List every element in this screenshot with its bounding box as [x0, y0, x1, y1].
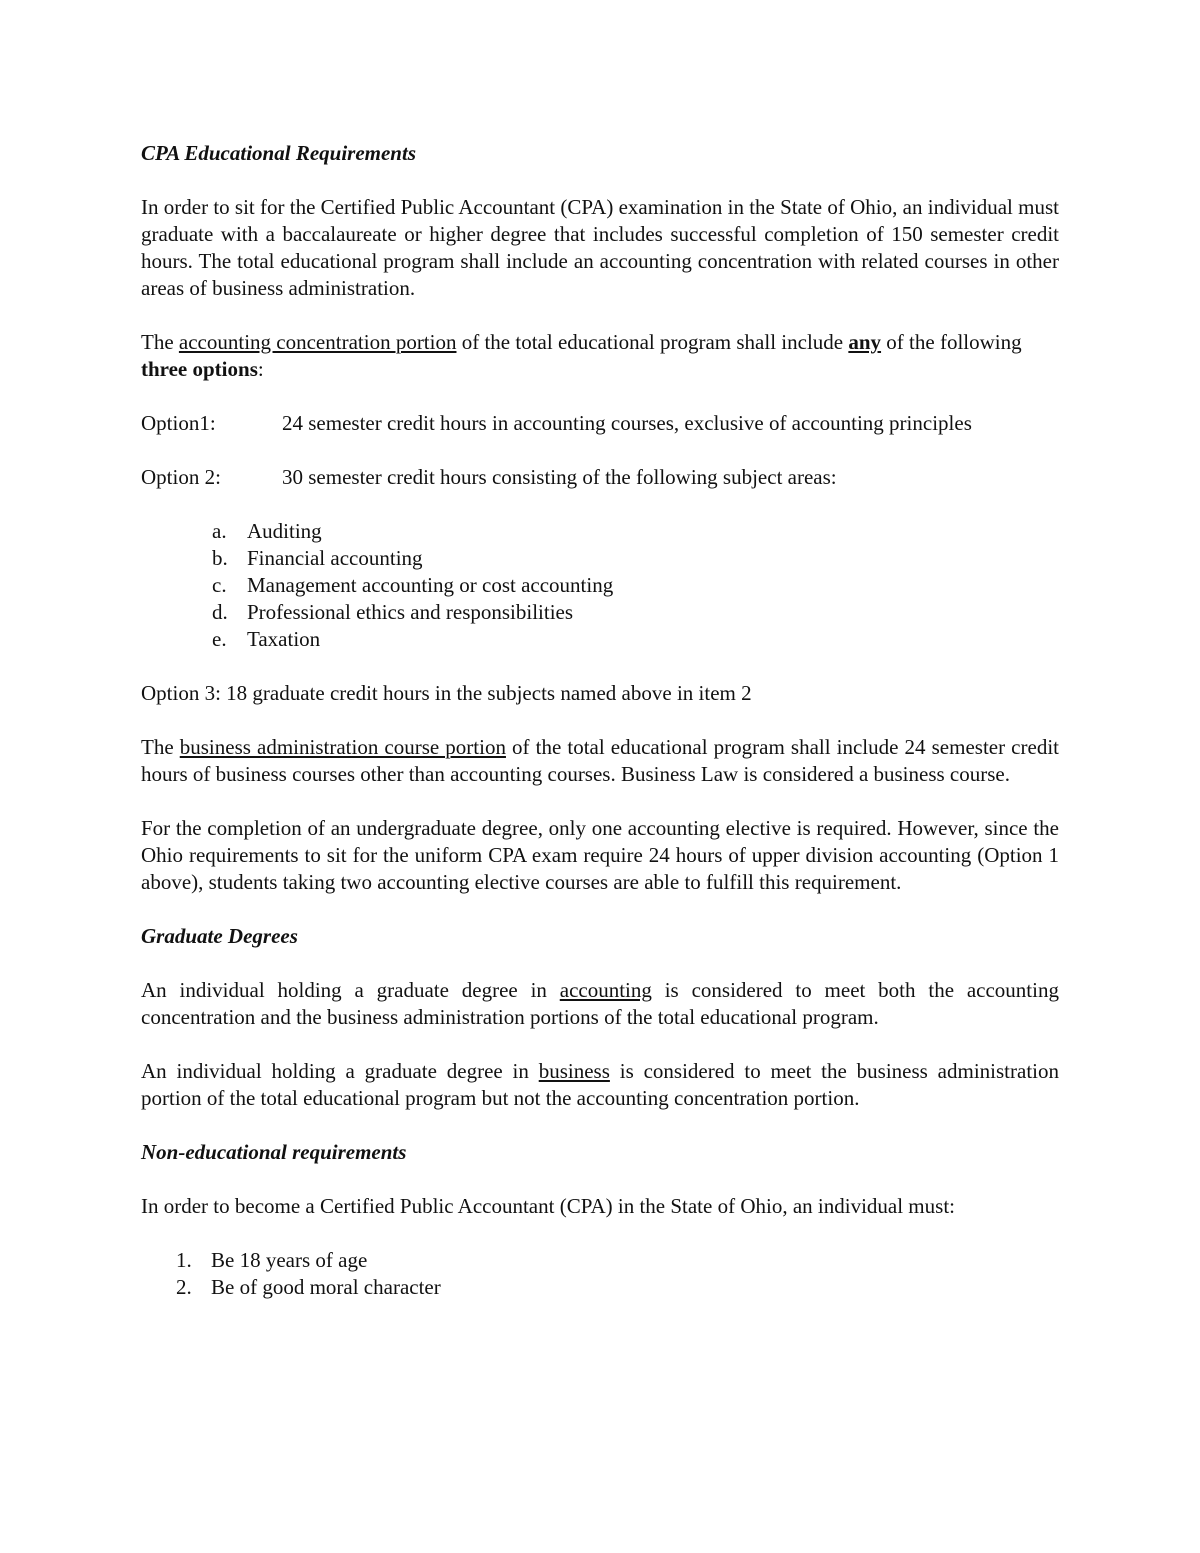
- option-2: [141, 464, 1059, 491]
- graduate-degrees-heading: Graduate Degrees: [141, 924, 298, 948]
- list-item: e. Taxation: [212, 627, 321, 651]
- list-item: d. Professional ethics and responsibilities: [212, 600, 574, 624]
- list-item: 1. Be 18 years of age: [176, 1248, 368, 1272]
- any-emphasis: any: [848, 330, 882, 354]
- business-administration-paragraph: The business administration course portion of the total educational program shall include 24 semester credit hours of business courses other than accounting courses. Business Law is considered a business course.: [141, 735, 1059, 786]
- page-title: CPA Educational Requirements: [141, 141, 416, 165]
- option-1: [141, 410, 1059, 437]
- option-label: Option1:: [141, 411, 216, 435]
- list-item: 2. Be of good moral character: [176, 1275, 441, 1299]
- three-options-emphasis: three options: [141, 357, 258, 381]
- option-text: 30 semester credit hours consisting of the following subject areas:: [282, 465, 837, 489]
- document-page: [141, 140, 1059, 1328]
- subject-areas-list-wrap: [141, 518, 1059, 653]
- intro-paragraph: In order to sit for the Certified Public Accountant (CPA) examination in the State of Ohio, an individual must graduate with a baccalaureate or higher degree that includes successful completion of 150 semester credit hours. The total educational program shall include an accounting concentration with related courses in other areas of business administration.: [141, 195, 1059, 300]
- list-item: c. Management accounting or cost accounting: [212, 573, 614, 597]
- option-3: Option 3: 18 graduate credit hours in the subjects named above in item 2: [141, 681, 752, 705]
- list-item: b. Financial accounting: [212, 546, 423, 570]
- non-educational-list: [176, 1247, 1059, 1301]
- option-label: Option 2:: [141, 465, 221, 489]
- option-text: 24 semester credit hours in accounting courses, exclusive of accounting principles: [282, 411, 972, 435]
- undergraduate-paragraph: For the completion of an undergraduate degree, only one accounting elective is required. However, since the Ohio requirements to sit for the uniform CPA exam require 24 hours of upper division accounting (Option 1 above), students taking two accounting elective courses are able to fulfill this requirement.: [141, 816, 1059, 894]
- accounting-term: accounting: [559, 978, 652, 1002]
- non-educational-heading: Non-educational requirements: [141, 1140, 407, 1164]
- non-educational-list-wrap: [141, 1247, 1059, 1301]
- accounting-concentration-paragraph: The accounting concentration portion of the total educational program shall include any of the following three options:: [141, 330, 1022, 381]
- graduate-business-paragraph: An individual holding a graduate degree in business is considered to meet the business administration portion of the total educational program but not the accounting concentration portion.: [141, 1059, 1059, 1110]
- business-term: business: [538, 1059, 610, 1083]
- non-educational-intro: In order to become a Certified Public Accountant (CPA) in the State of Ohio, an individual must:: [141, 1194, 955, 1218]
- graduate-accounting-paragraph: An individual holding a graduate degree in accounting is considered to meet both the accounting concentration and the business administration portions of the total educational program.: [141, 978, 1059, 1029]
- subject-areas-list: [212, 518, 1059, 653]
- accounting-concentration-term: accounting concentration portion: [178, 330, 457, 354]
- list-item: a. Auditing: [212, 519, 322, 543]
- business-administration-term: business administration course portion: [179, 735, 506, 759]
